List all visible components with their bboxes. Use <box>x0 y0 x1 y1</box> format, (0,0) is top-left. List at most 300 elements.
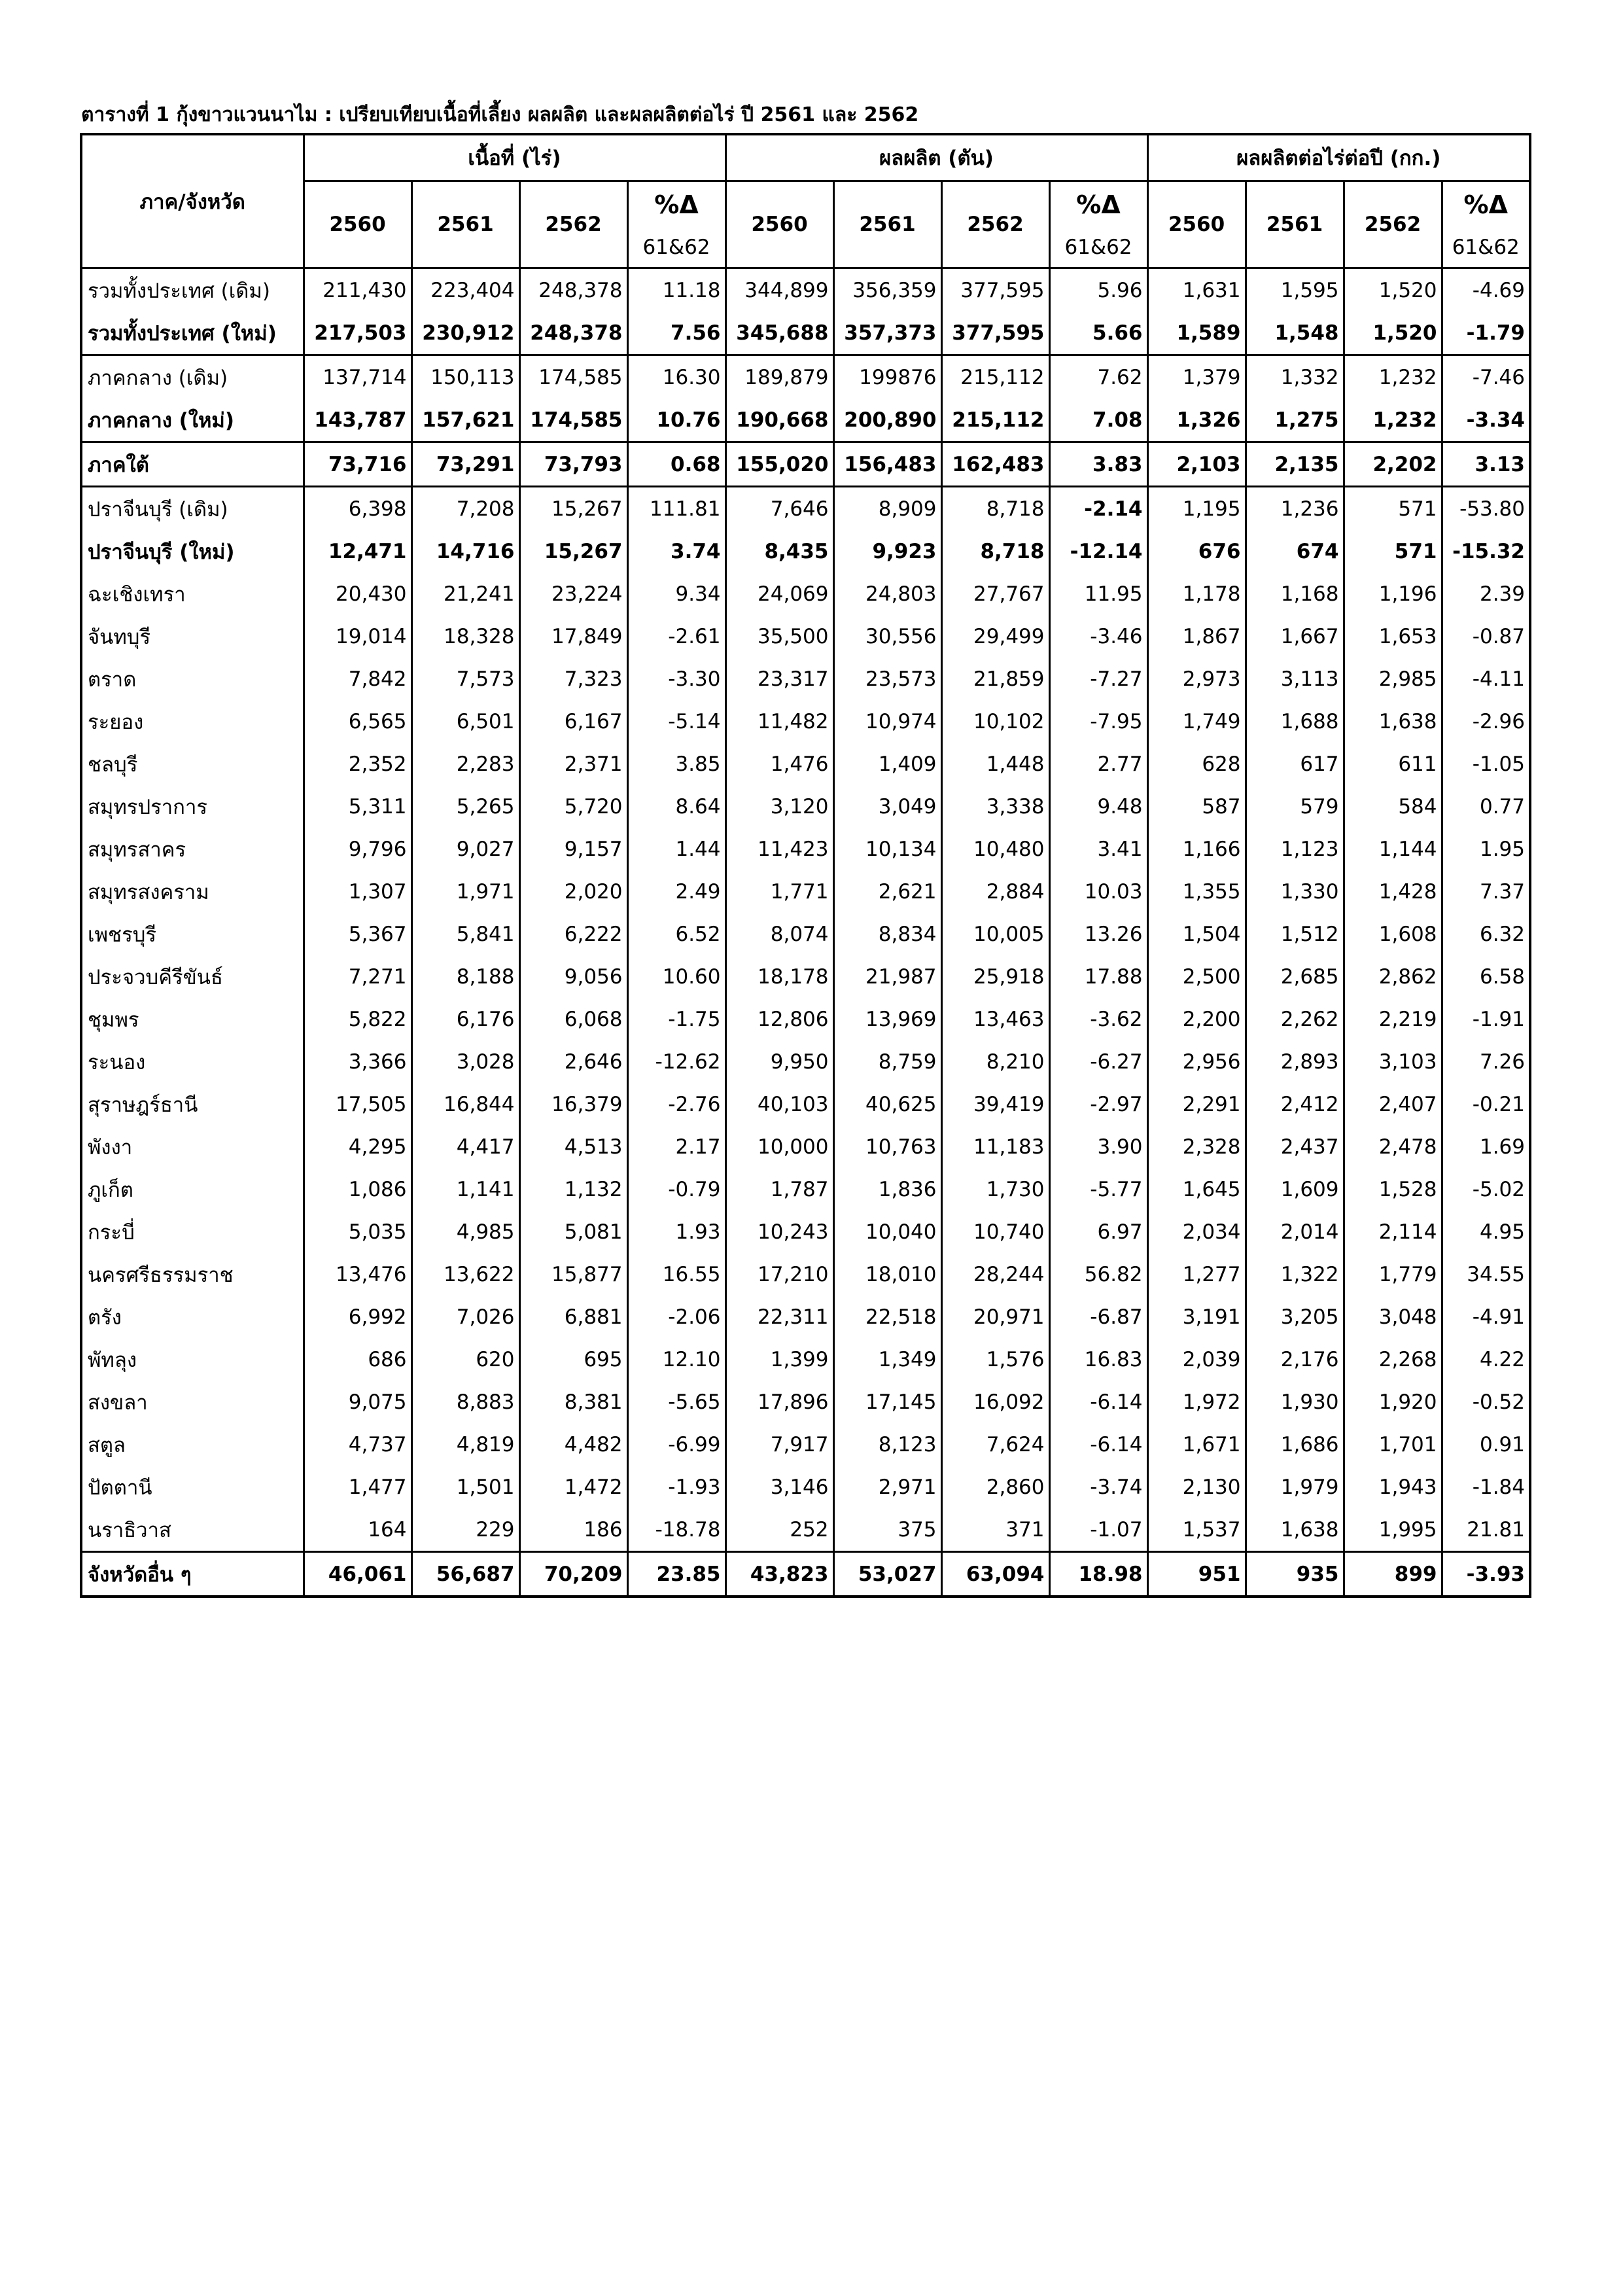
production-pct-change-cell: 18.98 <box>1049 1552 1147 1597</box>
area-group-header: เนื้อที่ (ไร่) <box>304 134 725 181</box>
yield-value-cell: 1,867 <box>1147 615 1246 658</box>
area-value-cell: 211,430 <box>304 268 411 312</box>
yield-value-cell: 2,114 <box>1344 1210 1442 1253</box>
yield-value-cell: 1,428 <box>1344 870 1442 913</box>
region-name-cell: เพชรบุรี <box>88 923 157 947</box>
yield-pct-change-cell: -15.32 <box>1442 530 1530 573</box>
area-pct-change-cell: 16.30 <box>627 355 725 399</box>
area-value-cell: 686 <box>304 1338 411 1381</box>
production-value-cell: 53,027 <box>833 1552 941 1597</box>
area-pct-change-cell: -5.65 <box>627 1381 725 1423</box>
yield-value-cell: 1,144 <box>1344 828 1442 870</box>
yield-pct-change-cell: -1.84 <box>1442 1466 1530 1508</box>
yield-pct-change-cell: -2.96 <box>1442 700 1530 743</box>
production-value-cell: 39,419 <box>941 1083 1049 1125</box>
production-value-cell: 21,859 <box>941 658 1049 700</box>
production-pct-change-cell: 7.08 <box>1049 398 1147 442</box>
region-name-cell: ภาคใต้ <box>81 442 304 487</box>
production-value-cell: 377,595 <box>941 268 1049 312</box>
production-value-cell: 8,210 <box>941 1040 1049 1083</box>
table-row <box>81 1552 1530 1597</box>
production-value-cell: 8,074 <box>725 913 833 955</box>
area-year-header: 2561 <box>411 181 519 268</box>
production-value-cell: 3,120 <box>725 785 833 828</box>
yield-value-cell: 2,219 <box>1344 998 1442 1040</box>
yield-value-cell: 674 <box>1246 530 1344 573</box>
area-value-cell: 7,208 <box>411 487 519 531</box>
region-name-cell: ปัตตานี <box>88 1475 152 1500</box>
table-row <box>81 870 1530 913</box>
production-pct-change-cell: 3.90 <box>1049 1125 1147 1168</box>
area-pct-change-cell: 6.52 <box>627 913 725 955</box>
area-value-cell: 16,379 <box>519 1083 627 1125</box>
production-value-cell: 11,183 <box>941 1125 1049 1168</box>
yield-value-cell: 1,979 <box>1246 1466 1344 1508</box>
area-value-cell: 13,476 <box>304 1253 411 1296</box>
yield-value-cell: 1,168 <box>1246 573 1344 615</box>
production-group-header: ผลผลิต (ตัน) <box>725 134 1147 181</box>
table-row <box>81 1125 1530 1168</box>
production-value-cell: 24,803 <box>833 573 941 615</box>
yield-value-cell: 1,686 <box>1246 1423 1344 1466</box>
yield-value-cell: 2,202 <box>1344 442 1442 487</box>
yield-pct-change-cell: 4.95 <box>1442 1210 1530 1253</box>
area-pct-change-cell: 2.49 <box>627 870 725 913</box>
area-value-cell: 5,367 <box>304 913 411 955</box>
production-value-cell: 3,146 <box>725 1466 833 1508</box>
yield-value-cell: 2,437 <box>1246 1125 1344 1168</box>
yield-value-cell: 2,412 <box>1246 1083 1344 1125</box>
yield-value-cell: 1,512 <box>1246 913 1344 955</box>
area-value-cell: 230,912 <box>411 311 519 355</box>
production-value-cell: 3,338 <box>941 785 1049 828</box>
region-name-cell: พังงา <box>88 1135 133 1159</box>
production-pct-change-cell: -7.95 <box>1049 700 1147 743</box>
table-row <box>81 573 1530 615</box>
table-row <box>81 1381 1530 1423</box>
area-value-cell: 6,167 <box>519 700 627 743</box>
area-value-cell: 15,877 <box>519 1253 627 1296</box>
table-row <box>81 998 1530 1040</box>
yield-value-cell: 3,113 <box>1246 658 1344 700</box>
area-pct-change-cell: 7.56 <box>627 311 725 355</box>
production-value-cell: 344,899 <box>725 268 833 312</box>
yield-pct-change-cell: 21.81 <box>1442 1508 1530 1552</box>
area-pct-change-cell: 2.17 <box>627 1125 725 1168</box>
production-value-cell: 10,040 <box>833 1210 941 1253</box>
area-pct-change-cell: -6.99 <box>627 1423 725 1466</box>
area-year-header: 2560 <box>304 181 411 268</box>
production-value-cell: 189,879 <box>725 355 833 399</box>
yield-pct-change-cell: -0.21 <box>1442 1083 1530 1125</box>
yield-value-cell: 1,332 <box>1246 355 1344 399</box>
production-value-cell: 10,974 <box>833 700 941 743</box>
area-value-cell: 7,026 <box>411 1296 519 1338</box>
yield-pct-change-cell: 3.13 <box>1442 442 1530 487</box>
production-value-cell: 28,244 <box>941 1253 1049 1296</box>
production-value-cell: 2,860 <box>941 1466 1049 1508</box>
region-name-cell: พัทลุง <box>88 1348 137 1372</box>
production-value-cell: 16,092 <box>941 1381 1049 1423</box>
yield-value-cell: 935 <box>1246 1552 1344 1597</box>
area-value-cell: 1,141 <box>411 1168 519 1210</box>
yield-value-cell: 1,232 <box>1344 398 1442 442</box>
production-value-cell: 357,373 <box>833 311 941 355</box>
region-name-cell: รวมทั้งประเทศ (ใหม่) <box>88 321 277 345</box>
production-value-cell: 29,499 <box>941 615 1049 658</box>
production-value-cell: 17,145 <box>833 1381 941 1423</box>
area-value-cell: 56,687 <box>411 1552 519 1597</box>
area-value-cell: 9,056 <box>519 955 627 998</box>
production-pct-change-cell: 11.95 <box>1049 573 1147 615</box>
production-value-cell: 9,923 <box>833 530 941 573</box>
production-pct-change-cell: 56.82 <box>1049 1253 1147 1296</box>
table-row <box>81 658 1530 700</box>
production-pct-change-cell: -3.46 <box>1049 615 1147 658</box>
production-value-cell: 1,448 <box>941 743 1049 785</box>
production-pct-change-cell: -1.07 <box>1049 1508 1147 1552</box>
production-value-cell: 17,896 <box>725 1381 833 1423</box>
area-value-cell: 6,068 <box>519 998 627 1040</box>
yield-value-cell: 1,631 <box>1147 268 1246 312</box>
table-row <box>81 442 1530 487</box>
yield-year-header: 2561 <box>1246 181 1344 268</box>
yield-value-cell: 2,862 <box>1344 955 1442 998</box>
region-name-cell: ภาคกลาง (ใหม่) <box>88 408 235 433</box>
yield-value-cell: 3,103 <box>1344 1040 1442 1083</box>
area-value-cell: 4,985 <box>411 1210 519 1253</box>
production-value-cell: 10,134 <box>833 828 941 870</box>
yield-pct-change-cell: 2.39 <box>1442 573 1530 615</box>
yield-pct-change-header: %Δ <box>1442 181 1530 228</box>
area-value-cell: 14,716 <box>411 530 519 573</box>
region-name-cell: ชลบุรี <box>88 752 138 777</box>
yield-value-cell: 2,268 <box>1344 1338 1442 1381</box>
table-row <box>81 913 1530 955</box>
production-value-cell: 345,688 <box>725 311 833 355</box>
area-value-cell: 1,472 <box>519 1466 627 1508</box>
yield-pct-change-cell: -4.11 <box>1442 658 1530 700</box>
area-pct-change-cell: 1.93 <box>627 1210 725 1253</box>
area-value-cell: 248,378 <box>519 311 627 355</box>
region-name-cell: ตรัง <box>88 1305 122 1330</box>
area-value-cell: 164 <box>304 1508 411 1552</box>
production-pct-change-cell: -7.27 <box>1049 658 1147 700</box>
area-value-cell: 9,796 <box>304 828 411 870</box>
yield-value-cell: 1,504 <box>1147 913 1246 955</box>
production-year-header: 2561 <box>833 181 941 268</box>
area-pct-change-cell: 3.74 <box>627 530 725 573</box>
area-value-cell: 4,513 <box>519 1125 627 1168</box>
production-value-cell: 23,573 <box>833 658 941 700</box>
table-row <box>81 1168 1530 1210</box>
area-value-cell: 5,822 <box>304 998 411 1040</box>
table-row <box>81 615 1530 658</box>
production-value-cell: 22,311 <box>725 1296 833 1338</box>
region-name-cell: กระบี่ <box>88 1220 135 1245</box>
area-pct-change-cell: -0.79 <box>627 1168 725 1210</box>
area-value-cell: 695 <box>519 1338 627 1381</box>
yield-value-cell: 1,166 <box>1147 828 1246 870</box>
yield-value-cell: 587 <box>1147 785 1246 828</box>
area-value-cell: 12,471 <box>304 530 411 573</box>
region-name-cell: ชุมพร <box>88 1008 139 1032</box>
area-pct-change-cell: 16.55 <box>627 1253 725 1296</box>
area-value-cell: 157,621 <box>411 398 519 442</box>
production-pct-change-cell: 9.48 <box>1049 785 1147 828</box>
production-value-cell: 20,971 <box>941 1296 1049 1338</box>
yield-value-cell: 1,330 <box>1246 870 1344 913</box>
production-pct-change-cell: -6.27 <box>1049 1040 1147 1083</box>
area-value-cell: 2,646 <box>519 1040 627 1083</box>
production-pct-change-cell: -3.74 <box>1049 1466 1147 1508</box>
production-value-cell: 11,482 <box>725 700 833 743</box>
region-name-cell: สตูล <box>88 1433 126 1457</box>
production-value-cell: 9,950 <box>725 1040 833 1083</box>
area-value-cell: 73,291 <box>411 442 519 487</box>
area-value-cell: 6,565 <box>304 700 411 743</box>
region-name-cell: ฉะเชิงเทรา <box>88 582 186 607</box>
production-value-cell: 10,243 <box>725 1210 833 1253</box>
production-value-cell: 215,112 <box>941 355 1049 399</box>
yield-group-header: ผลผลิตต่อไร่ต่อปี (กก.) <box>1147 134 1530 181</box>
yield-value-cell: 3,205 <box>1246 1296 1344 1338</box>
yield-pct-change-cell: 6.32 <box>1442 913 1530 955</box>
production-value-cell: 1,836 <box>833 1168 941 1210</box>
region-name-cell: ปราจีนบุรี (เดิม) <box>81 487 304 531</box>
area-value-cell: 6,501 <box>411 700 519 743</box>
production-value-cell: 21,987 <box>833 955 941 998</box>
area-value-cell: 2,283 <box>411 743 519 785</box>
table-title: ตารางที่ 1 กุ้งขาวแวนนาไม : เปรียบเทียบเนื้อที่เลี้ยง ผลผลิต และผลผลิตต่อไร่ ปี 2561 และ 2562 <box>81 103 919 126</box>
production-value-cell: 13,463 <box>941 998 1049 1040</box>
production-pct-change-cell: 16.83 <box>1049 1338 1147 1381</box>
area-pct-change-cell: 0.68 <box>627 442 725 487</box>
region-name-cell: ภาคกลาง (เดิม) <box>81 355 304 399</box>
area-pct-change-cell: -1.93 <box>627 1466 725 1508</box>
production-value-cell: 215,112 <box>941 398 1049 442</box>
production-value-cell: 10,740 <box>941 1210 1049 1253</box>
yield-value-cell: 3,191 <box>1147 1296 1246 1338</box>
yield-value-cell: 2,103 <box>1147 442 1246 487</box>
yield-value-cell: 2,034 <box>1147 1210 1246 1253</box>
yield-value-cell: 2,176 <box>1246 1338 1344 1381</box>
production-pct-change-cell: 3.41 <box>1049 828 1147 870</box>
production-pct-change-cell: 3.83 <box>1049 442 1147 487</box>
yield-value-cell: 1,528 <box>1344 1168 1442 1210</box>
table-row <box>81 1210 1530 1253</box>
area-value-cell: 6,992 <box>304 1296 411 1338</box>
production-pct-change-cell: -6.87 <box>1049 1296 1147 1338</box>
yield-year-header: 2560 <box>1147 181 1246 268</box>
production-value-cell: 10,000 <box>725 1125 833 1168</box>
area-value-cell: 3,028 <box>411 1040 519 1083</box>
yield-value-cell: 1,178 <box>1147 573 1246 615</box>
yield-value-cell: 1,701 <box>1344 1423 1442 1466</box>
yield-value-cell: 1,520 <box>1344 311 1442 355</box>
production-pct-change-cell: -2.97 <box>1049 1083 1147 1125</box>
production-value-cell: 40,625 <box>833 1083 941 1125</box>
yield-pct-change-cell: -3.34 <box>1442 398 1530 442</box>
yield-value-cell: 1,638 <box>1246 1508 1344 1552</box>
yield-value-cell: 1,667 <box>1246 615 1344 658</box>
yield-value-cell: 1,638 <box>1344 700 1442 743</box>
production-value-cell: 35,500 <box>725 615 833 658</box>
yield-pct-change-cell: 4.22 <box>1442 1338 1530 1381</box>
production-value-cell: 8,435 <box>725 530 833 573</box>
production-value-cell: 10,102 <box>941 700 1049 743</box>
production-value-cell: 2,621 <box>833 870 941 913</box>
production-value-cell: 1,771 <box>725 870 833 913</box>
yield-value-cell: 1,195 <box>1147 487 1246 531</box>
production-value-cell: 1,476 <box>725 743 833 785</box>
area-value-cell: 23,224 <box>519 573 627 615</box>
area-pct-change-cell: -2.61 <box>627 615 725 658</box>
area-value-cell: 6,222 <box>519 913 627 955</box>
yield-value-cell: 571 <box>1344 487 1442 531</box>
region-name-cell: ระยอง <box>88 710 144 734</box>
area-value-cell: 1,086 <box>304 1168 411 1210</box>
yield-value-cell: 2,500 <box>1147 955 1246 998</box>
yield-value-cell: 1,123 <box>1246 828 1344 870</box>
yield-pct-change-cell: 6.58 <box>1442 955 1530 998</box>
yield-value-cell: 2,039 <box>1147 1338 1246 1381</box>
production-pct-change-cell: 13.26 <box>1049 913 1147 955</box>
production-value-cell: 356,359 <box>833 268 941 312</box>
yield-value-cell: 951 <box>1147 1552 1246 1597</box>
yield-value-cell: 2,291 <box>1147 1083 1246 1125</box>
area-pct-change-cell: 23.85 <box>627 1552 725 1597</box>
area-pct-change-cell: 11.18 <box>627 268 725 312</box>
table-row <box>81 700 1530 743</box>
region-name-cell: ประจวบคีรีขันธ์ <box>88 965 223 989</box>
production-value-cell: 1,787 <box>725 1168 833 1210</box>
production-year-header: 2560 <box>725 181 833 268</box>
yield-pct-change-cell: -4.69 <box>1442 268 1530 312</box>
area-value-cell: 4,737 <box>304 1423 411 1466</box>
yield-value-cell: 2,973 <box>1147 658 1246 700</box>
yield-value-cell: 611 <box>1344 743 1442 785</box>
area-value-cell: 6,881 <box>519 1296 627 1338</box>
production-value-cell: 22,518 <box>833 1296 941 1338</box>
yield-value-cell: 1,943 <box>1344 1466 1442 1508</box>
area-value-cell: 5,841 <box>411 913 519 955</box>
yield-value-cell: 2,135 <box>1246 442 1344 487</box>
yield-value-cell: 1,609 <box>1246 1168 1344 1210</box>
production-year-header: 2562 <box>941 181 1049 268</box>
production-value-cell: 63,094 <box>941 1552 1049 1597</box>
yield-value-cell: 584 <box>1344 785 1442 828</box>
yield-value-cell: 1,548 <box>1246 311 1344 355</box>
production-value-cell: 30,556 <box>833 615 941 658</box>
area-value-cell: 223,404 <box>411 268 519 312</box>
production-pct-change-cell: 5.96 <box>1049 268 1147 312</box>
area-value-cell: 20,430 <box>304 573 411 615</box>
shrimp-comparison-table <box>80 133 1531 1598</box>
production-value-cell: 11,423 <box>725 828 833 870</box>
table-row <box>81 1466 1530 1508</box>
yield-value-cell: 1,322 <box>1246 1253 1344 1296</box>
area-pct-change-cell: 1.44 <box>627 828 725 870</box>
yield-pct-period-header: 61&62 <box>1442 228 1530 268</box>
yield-pct-change-cell: -0.52 <box>1442 1381 1530 1423</box>
area-value-cell: 70,209 <box>519 1552 627 1597</box>
area-value-cell: 6,176 <box>411 998 519 1040</box>
yield-value-cell: 1,920 <box>1344 1381 1442 1423</box>
area-value-cell: 5,311 <box>304 785 411 828</box>
region-name-cell: ระนอง <box>88 1050 146 1074</box>
production-value-cell: 1,576 <box>941 1338 1049 1381</box>
table-row <box>81 1253 1530 1296</box>
table-row <box>81 1040 1530 1083</box>
region-name-cell: นครศรีธรรมราช <box>88 1263 234 1287</box>
yield-pct-change-cell: 0.77 <box>1442 785 1530 828</box>
area-value-cell: 229 <box>411 1508 519 1552</box>
area-value-cell: 8,381 <box>519 1381 627 1423</box>
area-value-cell: 620 <box>411 1338 519 1381</box>
yield-value-cell: 2,262 <box>1246 998 1344 1040</box>
yield-value-cell: 676 <box>1147 530 1246 573</box>
area-value-cell: 137,714 <box>304 355 411 399</box>
production-value-cell: 7,646 <box>725 487 833 531</box>
production-value-cell: 40,103 <box>725 1083 833 1125</box>
area-value-cell: 2,352 <box>304 743 411 785</box>
region-name-cell: ภูเก็ต <box>88 1178 133 1202</box>
production-value-cell: 8,123 <box>833 1423 941 1466</box>
production-value-cell: 25,918 <box>941 955 1049 998</box>
production-value-cell: 7,624 <box>941 1423 1049 1466</box>
area-pct-change-cell: 8.64 <box>627 785 725 828</box>
area-value-cell: 16,844 <box>411 1083 519 1125</box>
yield-value-cell: 1,236 <box>1246 487 1344 531</box>
production-value-cell: 1,349 <box>833 1338 941 1381</box>
yield-value-cell: 1,972 <box>1147 1381 1246 1423</box>
yield-value-cell: 1,379 <box>1147 355 1246 399</box>
production-value-cell: 377,595 <box>941 311 1049 355</box>
yield-value-cell: 628 <box>1147 743 1246 785</box>
production-value-cell: 24,069 <box>725 573 833 615</box>
area-value-cell: 174,585 <box>519 398 627 442</box>
area-pct-change-cell: -3.30 <box>627 658 725 700</box>
yield-value-cell: 1,196 <box>1344 573 1442 615</box>
production-value-cell: 252 <box>725 1508 833 1552</box>
table-row <box>81 785 1530 828</box>
area-value-cell: 186 <box>519 1508 627 1552</box>
production-value-cell: 43,823 <box>725 1552 833 1597</box>
yield-pct-change-cell: -53.80 <box>1442 487 1530 531</box>
production-value-cell: 162,483 <box>941 442 1049 487</box>
production-value-cell: 27,767 <box>941 573 1049 615</box>
production-pct-change-cell: 5.66 <box>1049 311 1147 355</box>
area-value-cell: 5,265 <box>411 785 519 828</box>
production-pct-change-cell: -6.14 <box>1049 1423 1147 1466</box>
production-value-cell: 2,971 <box>833 1466 941 1508</box>
area-pct-change-cell: -5.14 <box>627 700 725 743</box>
area-value-cell: 5,081 <box>519 1210 627 1253</box>
yield-pct-change-cell: 1.95 <box>1442 828 1530 870</box>
area-value-cell: 73,793 <box>519 442 627 487</box>
region-name-cell: สุราษฎร์ธานี <box>88 1093 198 1117</box>
yield-value-cell: 571 <box>1344 530 1442 573</box>
production-value-cell: 8,834 <box>833 913 941 955</box>
yield-value-cell: 1,930 <box>1246 1381 1344 1423</box>
table-row <box>81 1423 1530 1466</box>
area-value-cell: 1,501 <box>411 1466 519 1508</box>
yield-value-cell: 1,645 <box>1147 1168 1246 1210</box>
area-value-cell: 5,720 <box>519 785 627 828</box>
yield-value-cell: 1,595 <box>1246 268 1344 312</box>
production-value-cell: 2,884 <box>941 870 1049 913</box>
